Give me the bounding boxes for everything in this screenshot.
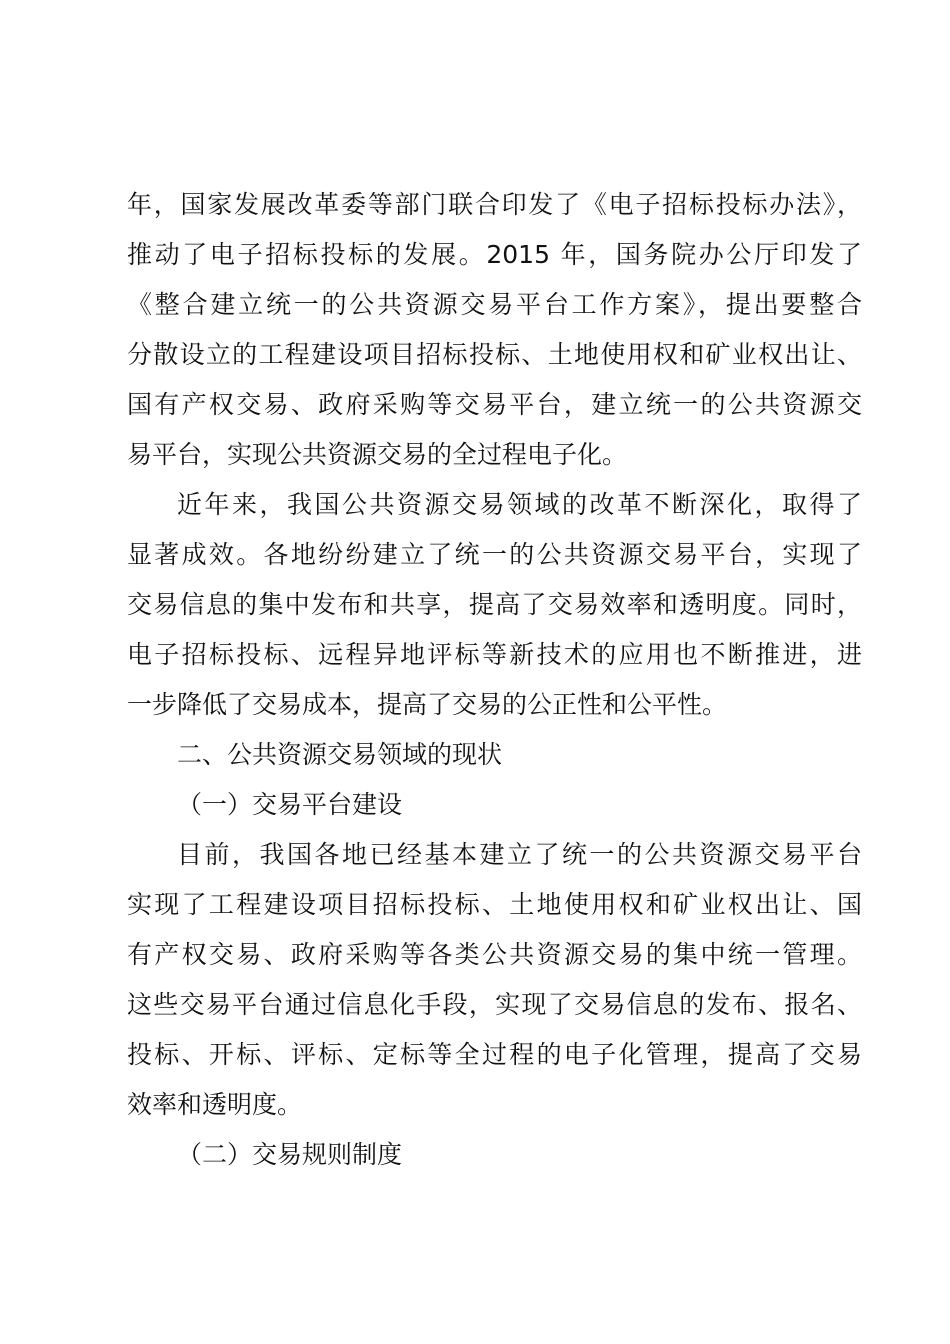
paragraph-first-line: 目前，我国各地已经基本建立了统一的公共资源交易平台	[177, 840, 862, 869]
subsection-heading: （一）交易平台建设	[177, 790, 403, 819]
text-line: 推动了电子招标投标的发展。2015 年，国务院办公厅印发了	[127, 240, 862, 269]
text-line: 一步降低了交易成本，提高了交易的公正性和公平性。	[127, 690, 728, 719]
text-line: 有产权交易、政府采购等各类公共资源交易的集中统一管理。	[127, 940, 862, 969]
text-line: 国有产权交易、政府采购等交易平台，建立统一的公共资源交	[127, 390, 862, 419]
text-line: 效率和透明度。	[127, 1090, 303, 1119]
text-line: 投标、开标、评标、定标等全过程的电子化管理，提高了交易	[127, 1040, 862, 1069]
subsection-heading: （二）交易规则制度	[177, 1140, 403, 1169]
text-line: 年，国家发展改革委等部门联合印发了《电子招标投标办法》，	[127, 190, 862, 219]
text-line: 易平台，实现公共资源交易的全过程电子化。	[127, 440, 628, 469]
section-heading: 二、公共资源交易领域的现状	[177, 740, 503, 769]
text-line: 显著成效。各地纷纷建立了统一的公共资源交易平台，实现了	[127, 540, 862, 569]
text-line: 实现了工程建设项目招标投标、土地使用权和矿业权出让、国	[127, 890, 862, 919]
text-line: 交易信息的集中发布和共享，提高了交易效率和透明度。同时，	[127, 590, 862, 619]
text-line: 这些交易平台通过信息化手段，实现了交易信息的发布、报名、	[127, 990, 862, 1019]
text-line: 分散设立的工程建设项目招标投标、土地使用权和矿业权出让、	[127, 340, 862, 369]
document-body	[127, 180, 862, 1180]
paragraph-first-line: 近年来，我国公共资源交易领域的改革不断深化，取得了	[177, 490, 862, 519]
text-line: 电子招标投标、远程异地评标等新技术的应用也不断推进，进	[127, 640, 862, 669]
text-line: 《整合建立统一的公共资源交易平台工作方案》，提出要整合	[127, 290, 862, 319]
